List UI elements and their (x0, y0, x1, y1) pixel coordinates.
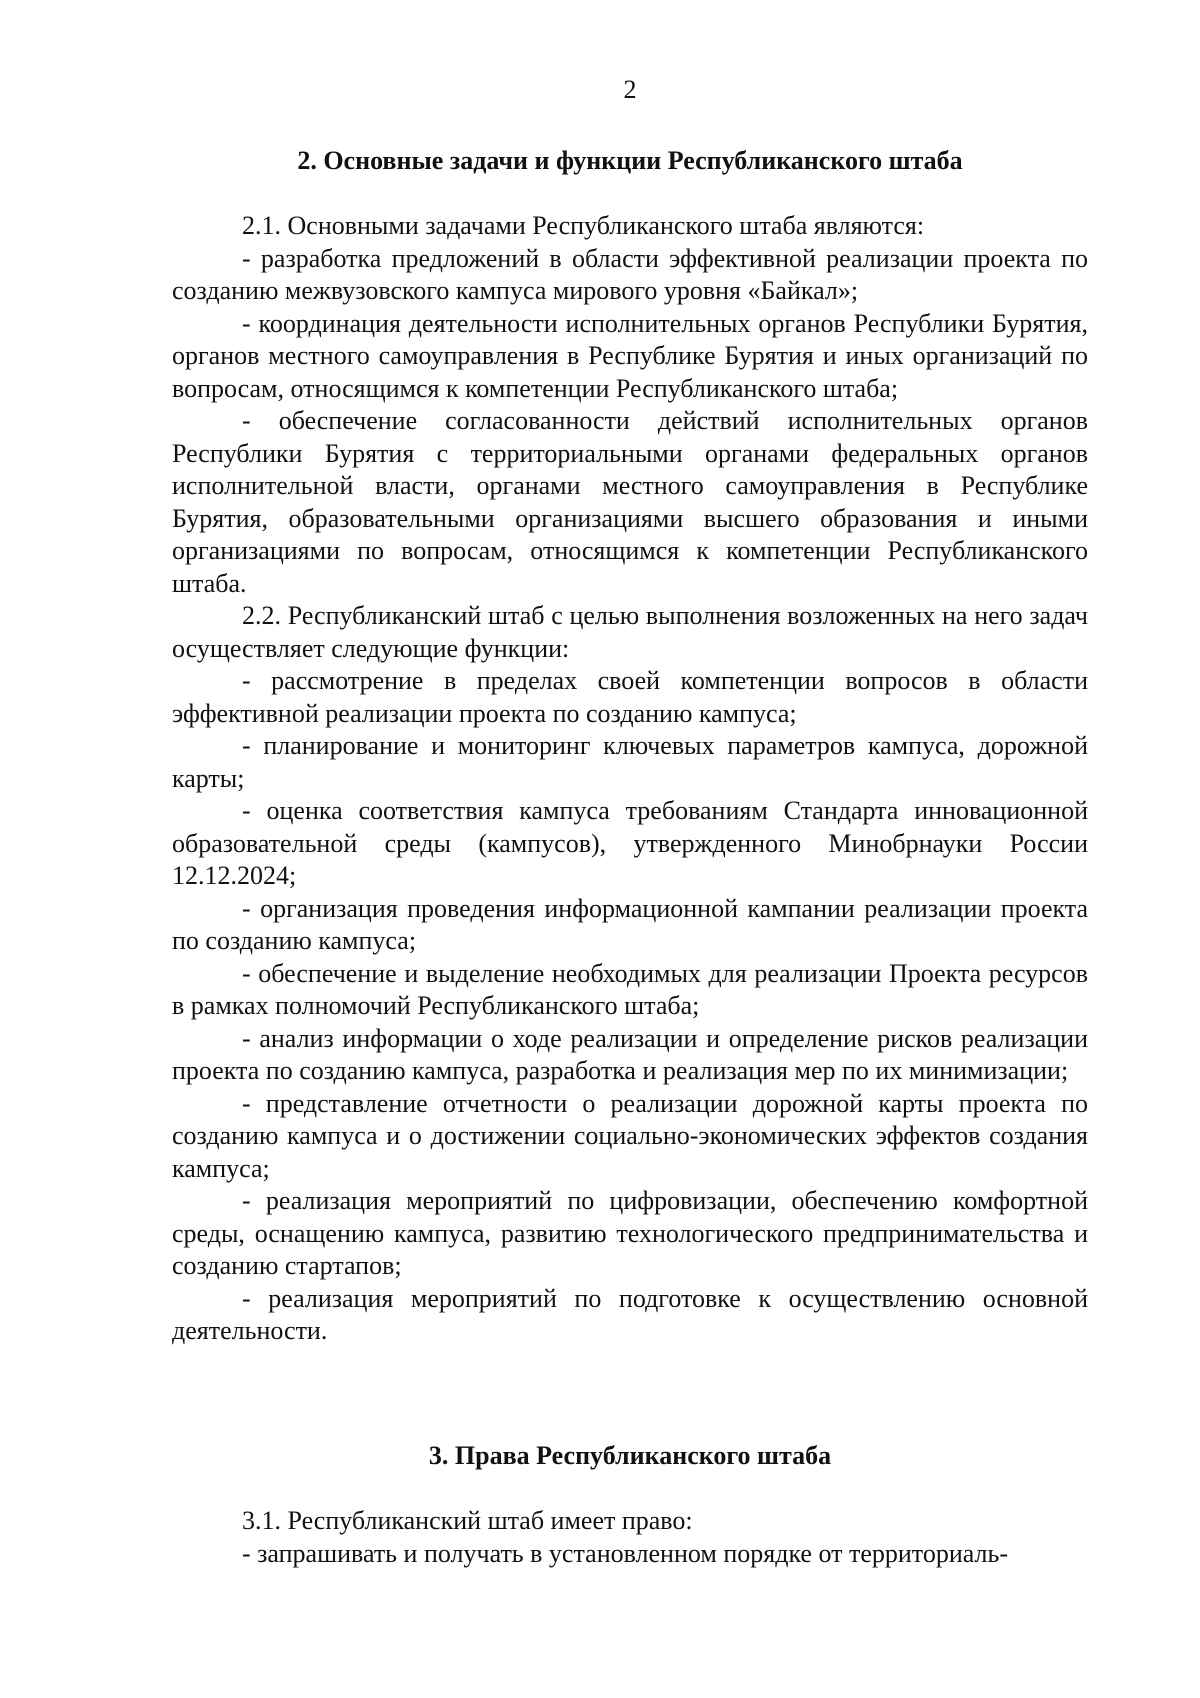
paragraph: - реализация мероприятий по цифровизации, обеспечению комфортной среды, оснащению кампуса, развитию технологического предпринимательства и созданию стартапов; (172, 1186, 1088, 1280)
paragraph: - представление отчетности о реализации дорожной карты проекта по созданию кампуса и о достижении социально-экономических эффектов создания кампуса; (172, 1088, 1088, 1183)
page-number: 2 (623, 75, 637, 104)
paragraph: - разработка предложений в области эффективной реализации проекта по созданию межвузовского кампуса мирового уровня «Байкал»; (172, 243, 1088, 305)
paragraph: 2.1. Основными задачами Республиканского штаба являются: (242, 211, 925, 240)
paragraph: - оценка соответствия кампуса требованиям Стандарта инновационной образовательной среды (кампусов), утвержденного Минобрнауки России 12.12.2024; (172, 796, 1088, 890)
paragraph: - анализ информации о ходе реализации и определение рисков реализации проекта по созданию кампуса, разработка и реализация мер по их минимизации; (172, 1023, 1088, 1085)
paragraph: - обеспечение и выделение необходимых для реализации Проекта ресурсов в рамках полномочий Республиканского штаба; (172, 958, 1088, 1020)
section-2-body (172, 210, 1088, 1348)
paragraph: - координация деятельности исполнительных органов Республики Бурятия, органов местного самоуправления в Республике Бурятия и иных организаций по вопросам, относящимся к компетенции Республиканского штаба; (172, 308, 1088, 403)
section-3-body (172, 1505, 1088, 1570)
paragraph: - реализация мероприятий по подготовке к осуществлению основной деятельности. (172, 1283, 1088, 1345)
section-2-heading: 2. Основные задачи и функции Республиканского штаба (297, 146, 963, 175)
paragraph: - рассмотрение в пределах своей компетенции вопросов в области эффективной реализации проекта по созданию кампуса; (172, 666, 1088, 728)
paragraph: - планирование и мониторинг ключевых параметров кампуса, дорожной карты; (172, 731, 1088, 793)
paragraph: - запрашивать и получать в установленном порядке от территориаль- (242, 1538, 1008, 1568)
paragraph: 3.1. Республиканский штаб имеет право: (242, 1506, 693, 1535)
section-3-heading: 3. Права Республиканского штаба (428, 1441, 832, 1470)
paragraph: - организация проведения информационной кампании реализации проекта по созданию кампуса; (172, 893, 1088, 955)
paragraph: 2.2. Республиканский штаб с целью выполнения возложенных на него задач осуществляет следующие функции: (172, 601, 1088, 663)
paragraph: - обеспечение согласованности действий исполнительных органов Республики Бурятия с территориальными органами федеральных органов исполнительной власти, органами местного самоуправления в Республике Бурятия, образовательными организациями высшего образования и иными организациями по вопросам, относящимся к компетенции Республиканского штаба. (172, 406, 1088, 598)
